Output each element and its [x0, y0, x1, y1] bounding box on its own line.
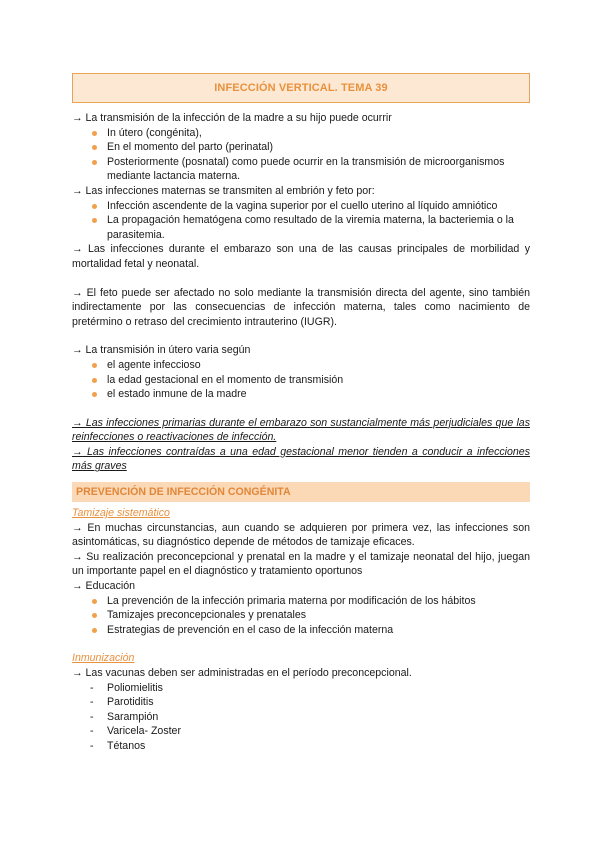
education-list	[72, 594, 530, 638]
list-item: - Tétanos	[72, 739, 530, 754]
list-item: - Sarampión	[72, 710, 530, 725]
list-item: - Poliomielitis	[72, 681, 530, 696]
immunization-heading: Inmunización	[72, 652, 135, 665]
list-item: Posteriormente (posnatal) como puede ocurrir en la transmisión de microorganismos mediante lactancia materna.	[72, 155, 530, 184]
in-utero-intro: → La transmisión in útero varia según	[72, 344, 251, 357]
emphasis-block	[72, 416, 530, 474]
document-title: INFECCIÓN VERTICAL. TEMA 39	[72, 73, 530, 103]
immunization-block	[72, 651, 530, 753]
in-utero-list	[72, 358, 530, 402]
list-item: - Varicela- Zoster	[72, 724, 530, 739]
transmission-intro: → La transmisión de la infección de la madre a su hijo puede ocurrir	[72, 112, 392, 124]
list-item: - Parotiditis	[72, 695, 530, 710]
list-item: La prevención de la infección primaria materna por modificación de los hábitos	[72, 594, 530, 609]
screening-paragraph: → Su realización preconcepcional y prenatal en la madre y el tamizaje neonatal del hijo, juegan un importante papel en el diagnóstico y tratamiento oportunos	[72, 550, 530, 578]
in-utero-block	[72, 343, 530, 401]
morbidity-paragraph: → Las infecciones durante el embarazo son una de las causas principales de morbilidad y mortalidad fetal y neonatal.	[72, 243, 530, 270]
list-item: Estrategias de prevención en el caso de la infección materna	[72, 623, 530, 638]
transmission-block	[72, 111, 530, 184]
fetus-paragraph: → El feto puede ser afectado no solo mediante la transmisión directa del agente, sino también indirectamente por las consecuencias de infección materna, tales como nacimiento de pretérmino o retraso del crecimiento intrauterino (IUGR).	[72, 286, 530, 328]
transmission-list	[72, 126, 530, 184]
screening-paragraph: → En muchas circunstancias, aun cuando se adquieren por primera vez, las infecciones son asintomáticas, su diagnóstico depende de métodos de tamizaje eficaces.	[72, 521, 530, 549]
maternal-infections-block	[72, 184, 530, 272]
emphasis-paragraph: → Las infecciones contraídas a una edad gestacional menor tienden a conducir a infecciones más graves	[72, 445, 530, 473]
screening-block	[72, 506, 530, 637]
maternal-intro: → Las infecciones maternas se transmiten al embrión y feto por:	[72, 184, 375, 197]
education-intro: → Educación	[72, 580, 136, 593]
section-heading: PREVENCIÓN DE INFECCIÓN CONGÉNITA	[72, 482, 530, 502]
emphasis-paragraph: → Las infecciones primarias durante el embarazo son sustancialmente más perjudiciales que las reinfecciones o reactivaciones de infección.	[72, 416, 530, 444]
list-item: la edad gestacional en el momento de transmisión	[72, 373, 530, 388]
list-item: In útero (congénita),	[72, 126, 530, 141]
screening-heading: Tamizaje sistemático	[72, 507, 170, 520]
vaccine-list	[72, 681, 530, 754]
list-item: En el momento del parto (perinatal)	[72, 140, 530, 155]
maternal-list	[72, 199, 530, 243]
list-item: el agente infeccioso	[72, 358, 530, 373]
list-item: Tamizajes preconcepcionales y prenatales	[72, 608, 530, 623]
document-page	[72, 73, 530, 754]
list-item: el estado inmune de la madre	[72, 387, 530, 402]
list-item: Infección ascendente de la vagina superior por el cuello uterino al líquido amniótico	[72, 199, 530, 214]
immunization-intro: → Las vacunas deben ser administradas en el período preconcepcional.	[72, 667, 412, 679]
list-item: La propagación hematógena como resultado de la viremia materna, la bacteriemia o la parasitemia.	[72, 213, 530, 242]
